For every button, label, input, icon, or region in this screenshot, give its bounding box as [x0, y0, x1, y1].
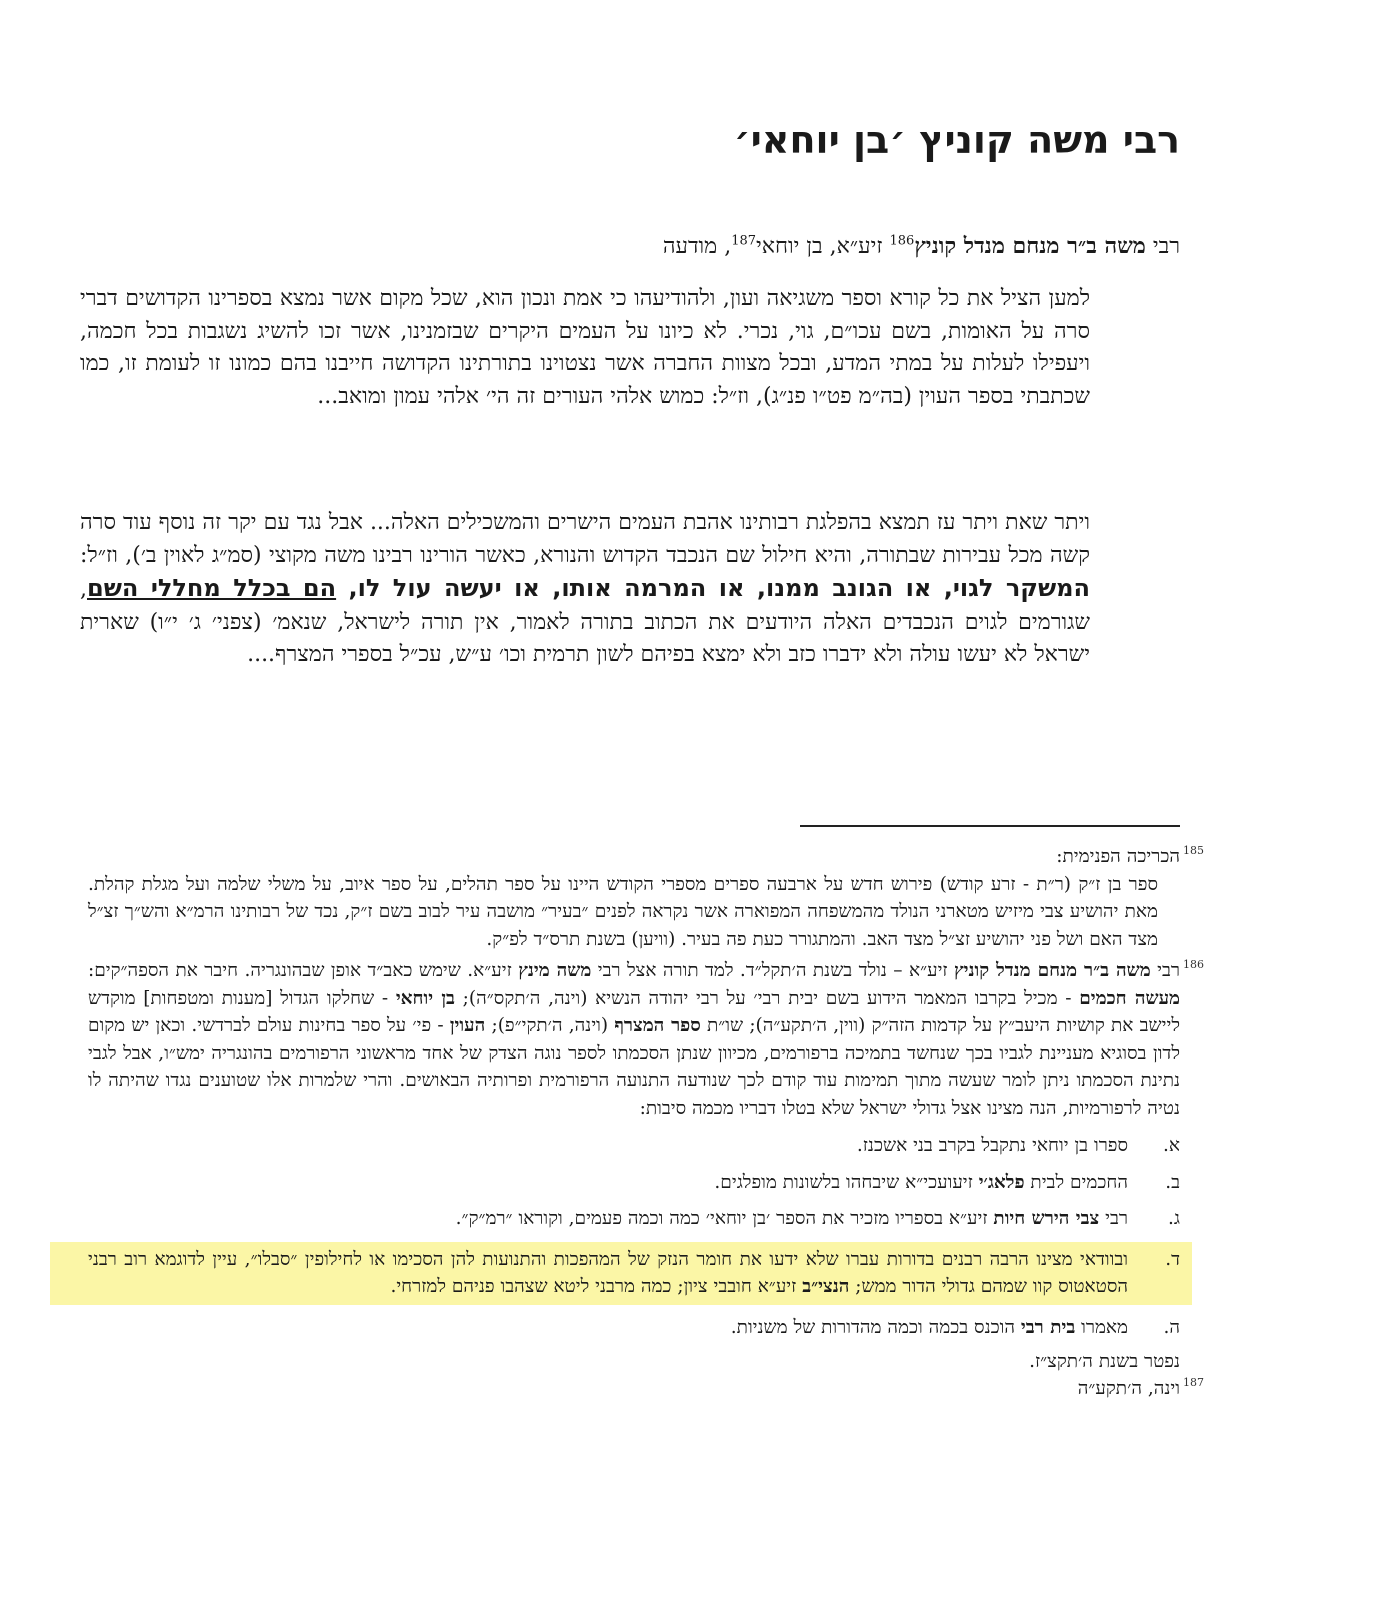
quote2-bold-a: המשקר לגוי, או הגונב ממנו, או המרמה אותו, או יעשה עול לו,: [336, 574, 1090, 602]
fn186-text: - מכיל בקרבו המאמר הידוע בשם יבית רבי׳ על רבי יהודה הנשיא (וינה, ה׳תקס״ה);: [454, 987, 1080, 1009]
list-text-part: ובוודאי מצינו הרבה רבנים בדורות עברו שלא ידעו את חומר הנזק של המהפכות והתנועות להן הסכימו או לחילופין ״סבלו״, עיין לדוגמא רוב רבני הסטאטוס קוו שמהם גדולי הדור ממש;: [88, 1248, 1128, 1297]
footnote-185-body: ספר בן ז״ק (ר״ת - זרע קודש) פירוש חדש על ארבעה ספרים מספרי הקודש היינו על ספר תהלים, על ספר איוב, על משלי שלמה ועל מגלת קהלת. מאת יהושיע צבי מיזיש מטארני הנולד מהמשפחה המפוארה אשר נקראה לפנים ״בעיר״ מושבה עיר לבוב בשם ז״ק, נכד של רבותינו הרמ״א והש״ך זצ״ל מצד האם ושל פני יהושיע זצ״ל מצד האב. והמתגורר כעת פה בעיר. (וויען) בשנת תרס״ד לפ״ק.: [88, 873, 1158, 950]
list-bold: פלאג׳י: [978, 1171, 1025, 1193]
intro-post: , מודעה: [662, 234, 732, 259]
list-bold: בית רבי: [1020, 1316, 1076, 1338]
fn186-bold: מעשה חכמים: [1079, 987, 1181, 1009]
list-item: [88, 1314, 1180, 1342]
footnote-separator: [800, 825, 1180, 827]
quote2-text-a: ויתר שאת ויתר עז תמצא בהפלגת רבותינו אהבת העמים הישרים והמשכילים האלה... אבל נגד עם יקר זה נוסף עוד סרה קשה מכל עבירות שבתורה, והיא חילול שם הנכבד הקדוש והנורא, כאשר הורינו רבינו משה מקוצי (סמ״ג לאוין ב׳), וז״ל:: [80, 510, 1090, 568]
footnote-number: 186: [1183, 958, 1204, 971]
list-letter: ב.: [1165, 1171, 1180, 1193]
reasons-list: [88, 1132, 1180, 1341]
footnote-185-heading: הכריכה הפנימית:: [1056, 846, 1180, 867]
quote2-text-b: , שגורמים לגוים הנכבדים האלה היודעים את הכתוב בתורה לאמור, אין תורה לישראל, שנאמ׳ (צפני׳ ג׳ י״ו) שארית ישראל לא יעשו עולה ולא ידברו כזב ולא ימצא בפיהם לשון תרמית וכו׳ ע״ש, עכ״ל בספרי המצרף....: [80, 577, 1090, 667]
list-text-part: מאמרו: [1075, 1316, 1128, 1338]
footnote-185: [88, 843, 1204, 953]
footnote-186: [88, 957, 1204, 1375]
fn186-text: (וינה, ה׳תקי״פ);: [485, 1015, 615, 1036]
list-text: [88, 1169, 1128, 1197]
footnote-number: 187: [1183, 1376, 1204, 1389]
footnote-187: [88, 1375, 1204, 1403]
list-text-part: זיע״א בספריו מזכיר את הספר ׳בן יוחאי׳ כמה וכמה פעמים, וקוראו ״רמ״ק״.: [455, 1208, 994, 1229]
list-item: [88, 1132, 1180, 1160]
fn186-bold: משה ב״ר מנחם מנדל קוניץ: [953, 960, 1151, 981]
fn186-bold: ספר המצרף: [614, 1015, 701, 1036]
quote-paragraph-1: למען הציל את כל קורא וספר משגיאה ועון, ולהודיעהו כי אמת ונכון הוא, שכל מקום אשר נמצא בספרינו הקדושים דברי סרה על האומות, בשם עכו״ם, גוי, נכרי. לא כיונו על העמים היקרים שבזמנינו, אשר זכו להשיג נשגבות בכל חכמה, ויעפילו לעלות על במתי המדע, ובכל מצוות החברה אשר נצטוינו בתורתינו הקדושה חייבנו בהם כמונו זו לעומת זו, כמו שכתבתי בספר העוין (בה״מ פט״ו פנ״ג), וז״ל: כמוש אלהי העורים זה הי׳ אלהי עמון ומואב...: [80, 286, 1090, 409]
list-text: [88, 1205, 1128, 1233]
list-bold: הנצי״ב: [802, 1276, 850, 1297]
quote2-bold-underlined: הם בכלל מחללי השם: [87, 574, 337, 602]
intro-pre: רבי: [1145, 234, 1180, 259]
list-text-part: זיע״א חובבי ציון; כמה מרבני ליטא שצהבו פניהם למזרחי.: [390, 1276, 803, 1297]
fn186-text: זיע״א – נולד בשנת ה׳תקל״ד. למד תורה אצל רבי: [591, 960, 954, 981]
footnotes: [88, 843, 1204, 1403]
intro-line: [180, 230, 1180, 263]
fn186-text: - שחלקו הגדול [מענות ומטפחות] מוקדש ליישב את קושיות היעב״ץ על קדמות הזה״ק (ווין, ה׳תקע״ה); שו״ת: [88, 987, 1180, 1036]
list-text-part: רבי: [1099, 1208, 1128, 1229]
intro-name: משה ב״ר מנחם מנדל קוניץ: [914, 233, 1146, 259]
list-bold: צבי הירש חיות: [993, 1208, 1100, 1229]
list-text: [88, 1132, 1128, 1160]
fn186-text: רבי: [1150, 960, 1180, 981]
list-letter: ה.: [1163, 1316, 1180, 1338]
list-item: [88, 1169, 1180, 1197]
footnote-ref-187[interactable]: 187: [731, 233, 757, 249]
fn186-bold: משה מינץ: [518, 960, 592, 981]
list-text-part: זיעועכי״א שיבחהו בלשונות מופלגים.: [714, 1171, 979, 1193]
list-letter: א.: [1163, 1135, 1180, 1156]
death-year: נפטר בשנת ה׳תקצ״ז.: [1029, 1351, 1180, 1372]
page-title: רבי משה קוניץ ׳בן יוחאי׳: [733, 118, 1180, 162]
list-item: [88, 1205, 1180, 1233]
fn186-bold: בן יוחאי: [395, 987, 455, 1009]
fn186-bold: העוין: [449, 1015, 486, 1036]
fn186-text: - פי׳ על ספר בחינות עולם לברדשי. וכאן יש מקום לדון בסוגיא מעניינת לגביו בכך שנחשד בתמיכה ברפורמים, מכיוון שנתן הסכמתו לספר נוגה הצדק של אחד מראשוני הרפורמים בהונגריה ימש״ו, אבל לגבי נתינת הסכמתו ניתן לומר שעשה מתוך תמימות עוד קודם לכך שנודעה התנועה הרפורמית ופרותיה הבאושים. והרי שלמרות אלו שטוענים נגדו שהיתה לו נטיה לרפורמיות, הנה מצינו אצל גדולי ישראל שלא בטלו דבריו מכמה סיבות:: [88, 1015, 1180, 1119]
list-item-highlighted: [50, 1242, 1192, 1305]
list-text-part: החכמים לבית: [1024, 1171, 1128, 1193]
list-letter: ד.: [1165, 1248, 1180, 1270]
list-letter: ג.: [1168, 1208, 1180, 1229]
quote-paragraph-2: [80, 507, 1090, 672]
list-text: [88, 1246, 1128, 1301]
footnote-187-text: וינה, ה׳תקע״ה: [1077, 1378, 1180, 1399]
footnote-ref-186[interactable]: 186: [889, 233, 915, 249]
intro-mid: זיע״א, בן יוחאי: [756, 234, 890, 259]
fn186-text: זיע״א. שימש כאב״ד אופן שבהונגריה. חיבר את הספה״קים:: [88, 960, 519, 981]
list-text-part: ספרו בן יוחאי נתקבל בקרב בני אשכנז.: [856, 1135, 1128, 1156]
list-text-part: הוכנס בכמה וכמה מהדורות של משניות.: [730, 1316, 1021, 1338]
list-text: [88, 1314, 1128, 1342]
footnote-number: 185: [1183, 844, 1204, 857]
